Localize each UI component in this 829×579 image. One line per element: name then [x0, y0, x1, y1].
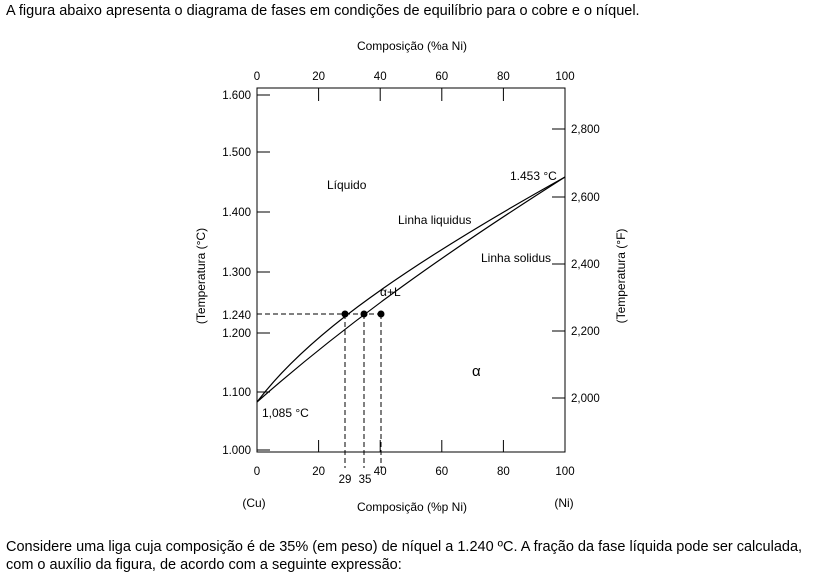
- left-tick-1240: 1.240: [222, 310, 251, 322]
- point-solid-40: [378, 311, 385, 318]
- region-two-phase-label: α+L: [380, 285, 401, 299]
- liquidus-label: Linha liquidus: [398, 213, 472, 227]
- top-tick-80: 80: [497, 71, 510, 83]
- point-liquid-29: [342, 311, 349, 318]
- right-tick-2800: 2,800: [571, 124, 600, 136]
- right-tick-2000: 2,000: [571, 393, 600, 405]
- left-tick-1400: 1.400: [222, 207, 251, 219]
- bottom-tick-29: 29: [338, 474, 352, 486]
- top-tick-40: 40: [373, 71, 387, 83]
- left-tick-1600: 1.600: [222, 90, 251, 102]
- left-tick-1300: 1.300: [222, 267, 251, 279]
- bottom-axis-title: Composição (%p Ni): [356, 500, 468, 514]
- left-axis-title: (Temperatura (°C): [194, 227, 208, 325]
- left-tick-1000: 1.000: [222, 445, 251, 457]
- bottom-tick-40: 40: [373, 466, 387, 478]
- intro-text: A figura abaixo apresenta o diagrama de fases em condições de equilíbrio para o cobre e o níquel.: [6, 3, 640, 19]
- endpoint-cu: (Cu): [242, 496, 266, 510]
- top-axis-ticks: [257, 88, 565, 101]
- bottom-axis-ticks: [319, 440, 504, 452]
- ni-melting-label: 1.453 °C: [510, 169, 557, 183]
- left-tick-1100: 1.100: [222, 387, 251, 399]
- solidus-label: Linha solidus: [481, 251, 552, 265]
- left-tick-1500: 1.500: [222, 147, 251, 159]
- top-tick-100: 100: [555, 71, 575, 83]
- bottom-tick-100: 100: [555, 466, 575, 478]
- point-alloy-35: [361, 311, 368, 318]
- bottom-tick-60: 60: [435, 466, 449, 478]
- bottom-tick-80: 80: [497, 466, 510, 478]
- top-axis-title: Composição (%a Ni): [356, 39, 468, 53]
- right-tick-2200: 2,200: [571, 326, 600, 338]
- right-tick-2600: 2,600: [571, 192, 600, 204]
- region-alpha-label: α: [472, 363, 481, 380]
- endpoint-ni: (Ni): [554, 496, 574, 510]
- bottom-tick-20: 20: [312, 466, 325, 478]
- top-tick-60: 60: [435, 71, 449, 83]
- solidus-line: [257, 177, 565, 402]
- liquidus-line: [257, 177, 565, 402]
- question-text: Considere uma liga cuja composição é de 35% (em peso) de níquel a 1.240 ºC. A fração da fase líquida pode ser calculada, com o auxílio da figura, de acordo com a seguinte expressão:: [6, 539, 803, 573]
- cu-melting-label: 1,085 °C: [262, 406, 309, 420]
- left-tick-1200: 1.200: [222, 328, 251, 340]
- top-tick-0: 0: [253, 71, 261, 83]
- bottom-tick-0: 0: [253, 466, 261, 478]
- top-tick-20: 20: [312, 71, 325, 83]
- region-liquid-label: Líquido: [327, 178, 367, 192]
- right-axis-title: (Temperatura (°F): [614, 228, 628, 324]
- bottom-tick-35: 35: [358, 474, 372, 486]
- right-tick-2400: 2,400: [571, 259, 600, 271]
